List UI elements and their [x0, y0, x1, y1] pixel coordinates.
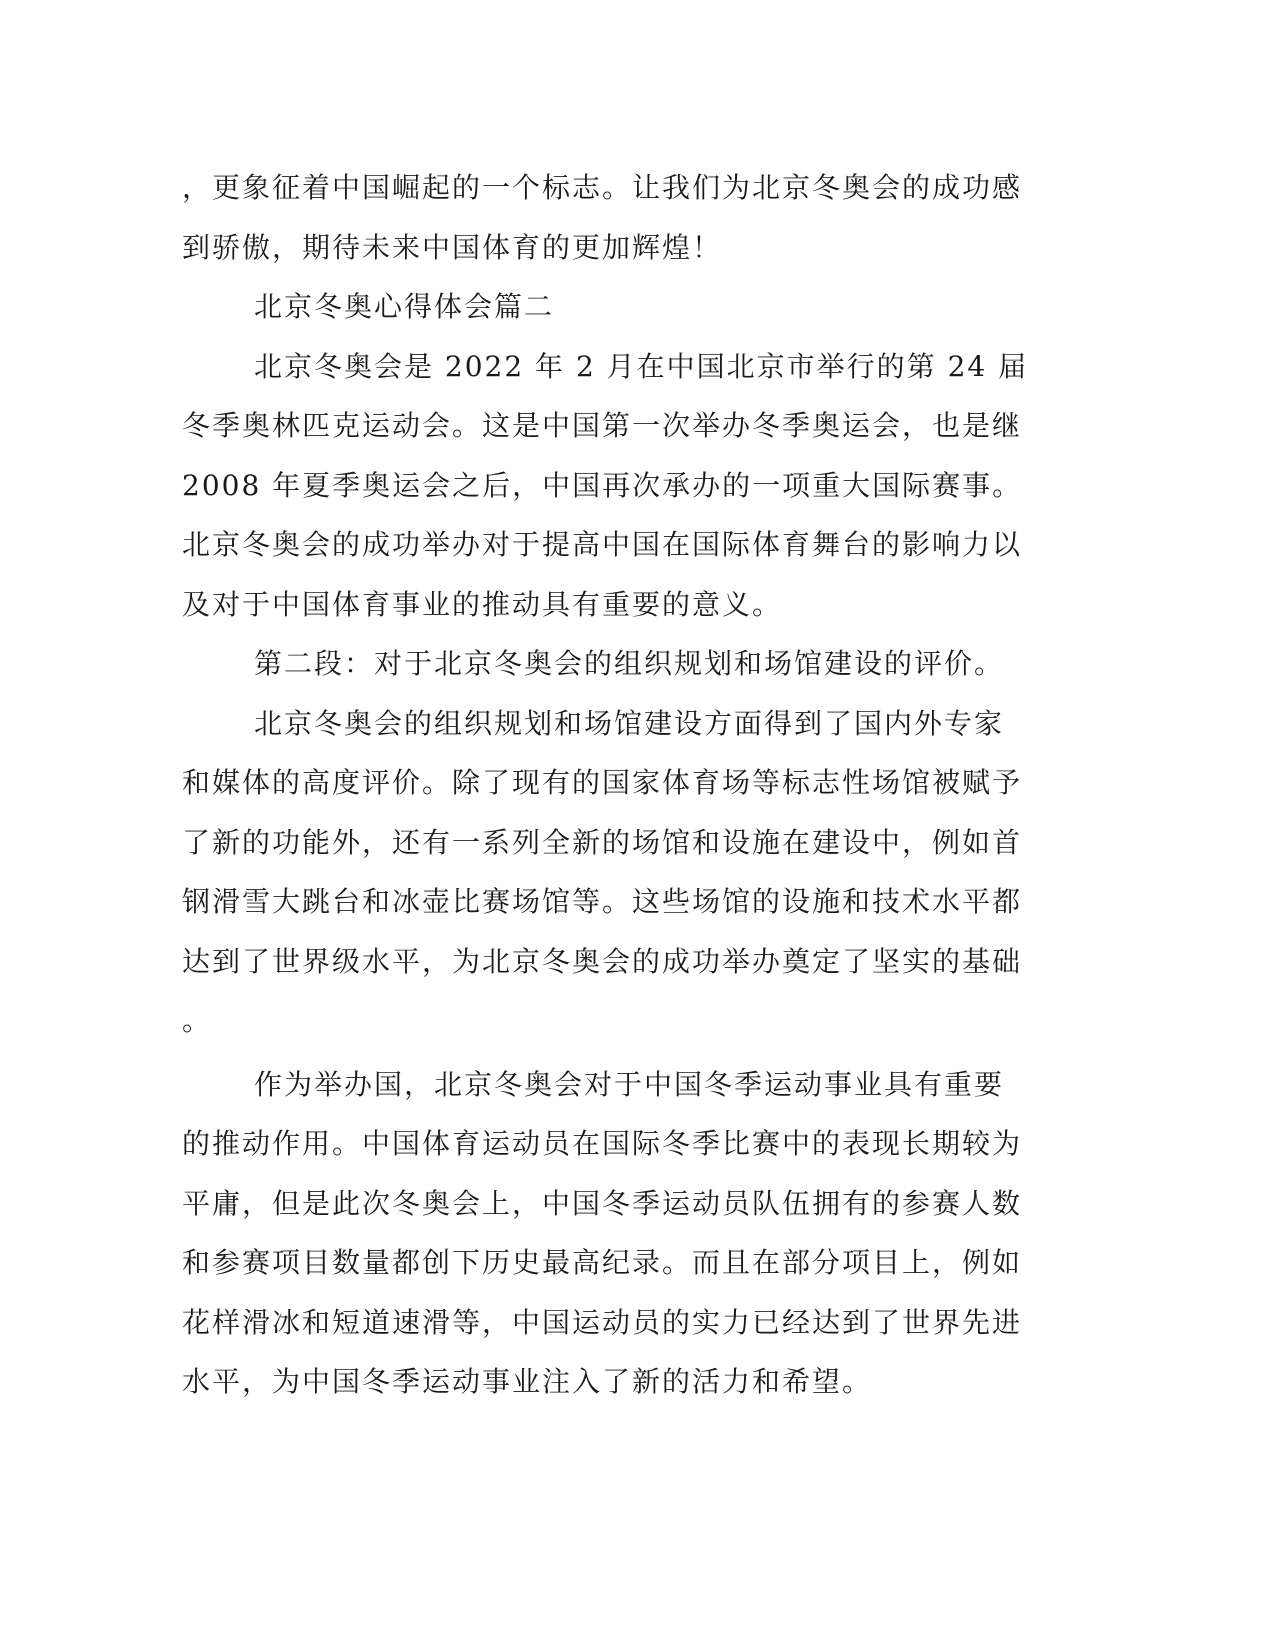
document-body [182, 158, 1032, 1412]
paragraph-continuation: ，更象征着中国崛起的一个标志。让我们为北京冬奥会的成功感到骄傲，期待未来中国体育的更加辉煌！ [182, 171, 1023, 264]
paragraph-host-impact: 作为举办国，北京冬奥会对于中国冬季运动事业具有重要的推动作用。中国体育运动员在国际冬季比赛中的表现长期较为平庸，但是此次冬奥会上，中国冬季运动员队伍拥有的参赛人数和参赛项目数量都创下历史最高纪录。而且在部分项目上，例如花样滑冰和短道速滑等，中国运动员的实力已经达到了世界先进水平，为中国冬季运动事业注入了新的活力和希望。 [182, 1067, 1023, 1398]
paragraph-intro: 北京冬奥会是 2022 年 2 月在中国北京市举行的第 24 届冬季奥林匹克运动会。这是中国第一次举办冬季奥运会，也是继 2008 年夏季奥运会之后，中国再次承办的一项重大国际赛事。北京冬奥会的成功举办对于提高中国在国际体育舞台的影响力以及对于中国体育事业的推动具有重要的意义。 [182, 349, 1029, 621]
segment-two-heading: 第二段：对于北京冬奥会的组织规划和场馆建设的评价。 [254, 647, 1005, 680]
section-heading: 北京冬奥心得体会篇二 [254, 290, 555, 323]
paragraph-venues: 北京冬奥会的组织规划和场馆建设方面得到了国内外专家和媒体的高度评价。除了现有的国家体育场等标志性场馆被赋予了新的功能外，还有一系列全新的场馆和设施在建设中，例如首钢滑雪大跳台和冰壶比赛场馆等。这些场馆的设施和技术水平都达到了世界级水平，为北京冬奥会的成功举办奠定了坚实的基础。 [182, 706, 1023, 1037]
